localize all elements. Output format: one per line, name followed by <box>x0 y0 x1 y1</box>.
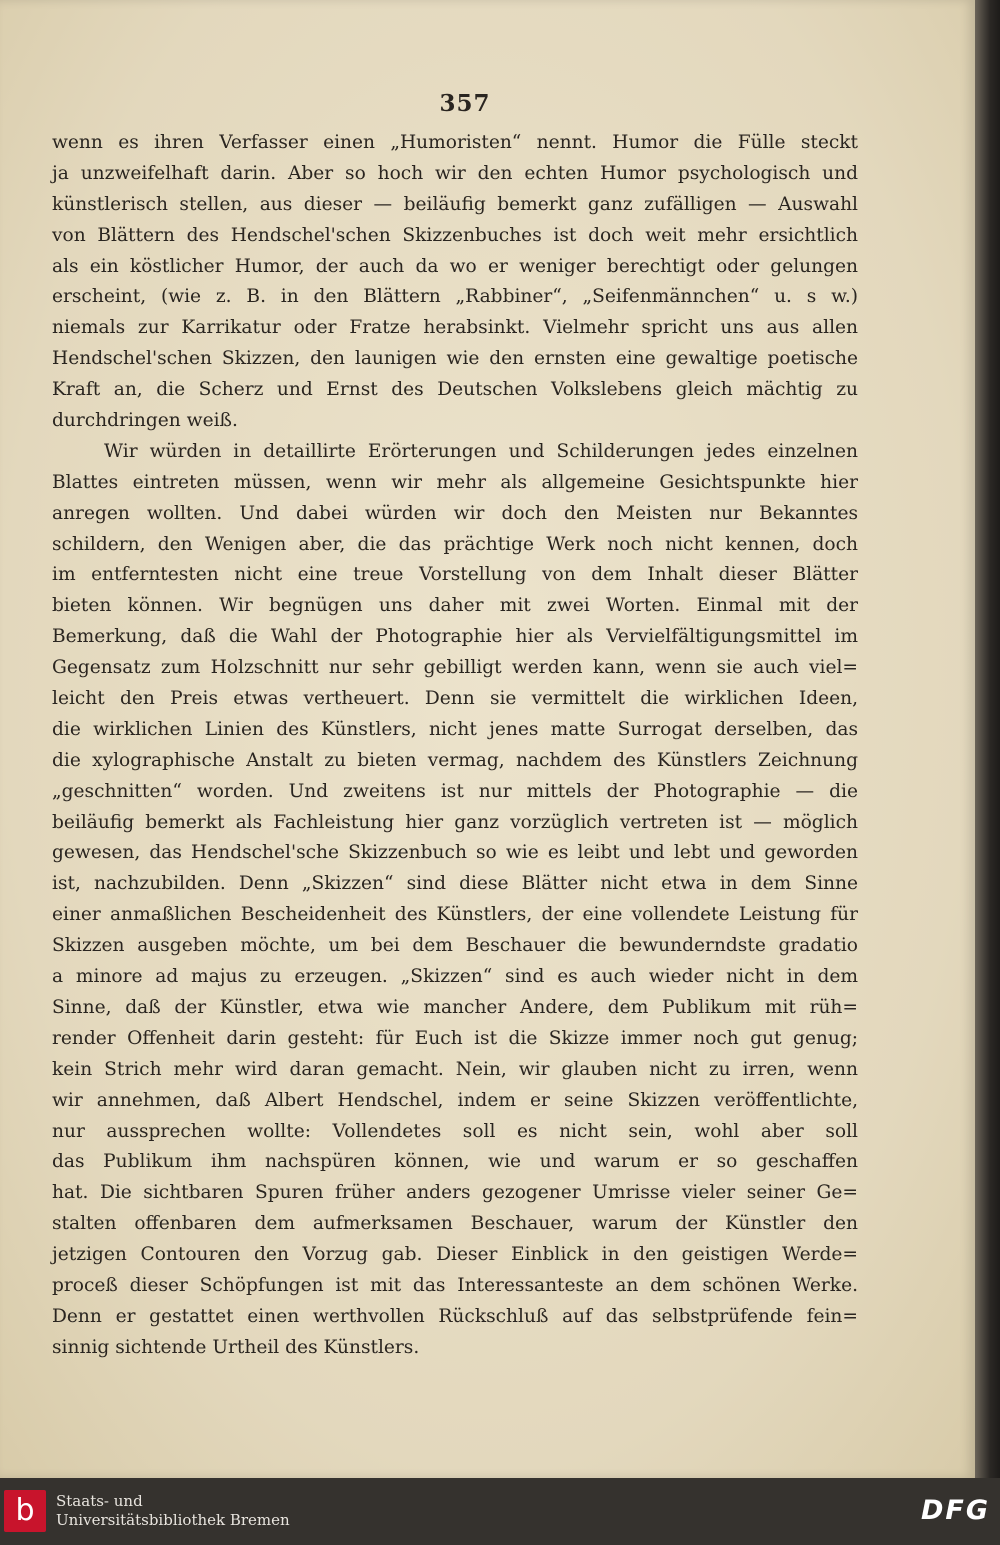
text-line: proceß dieser Schöpfungen ist mit das Interessanteste an dem schönen Werke. <box>52 1274 858 1296</box>
text-line: Skizzen ausgeben möchte, um bei dem Beschauer die bewunderndste gradatio <box>52 935 858 957</box>
text-line: stalten offenbaren dem aufmerksamen Beschauer, warum der Künstler den <box>52 1213 858 1235</box>
text-line: Hendschel'schen Skizzen, den launigen wie den ernsten eine gewaltige poetische <box>52 348 858 370</box>
text-line: leicht den Preis etwas vertheuert. Denn sie vermittelt die wirklichen Ideen, <box>52 688 858 710</box>
text-line: Kraft an, die Scherz und Ernst des Deutschen Volkslebens gleich mächtig zu <box>52 379 858 401</box>
text-line: Sinne, daß der Künstler, etwa wie mancher Andere, dem Publikum mit rüh= <box>52 996 858 1018</box>
text-line: von Blättern des Hendschel'schen Skizzenbuches ist doch weit mehr ersichtlich <box>52 224 858 246</box>
library-logo-letter: b <box>15 1493 35 1528</box>
text-line: ja unzweifelhaft darin. Aber so hoch wir den echten Humor psychologisch und <box>52 162 858 184</box>
text-line: a minore ad majus zu erzeugen. „Skizzen“ sind es auch wieder nicht in dem <box>52 966 858 988</box>
text-line: gewesen, das Hendschel'sche Skizzenbuch so wie es leibt und lebt und geworden <box>52 842 858 864</box>
text-line: wenn es ihren Verfasser einen „Humoristen“ nennt. Humor die Fülle steckt <box>52 132 858 153</box>
text-line: die wirklichen Linien des Künstlers, nicht jenes matte Surrogat derselben, das <box>52 718 858 740</box>
library-name-line: Staats- und <box>56 1492 143 1510</box>
text-line: bieten können. Wir begnügen uns daher mit zwei Worten. Einmal mit der <box>52 595 858 617</box>
text-line: Bemerkung, daß die Wahl der Photographie hier als Vervielfältigungsmittel im <box>52 626 858 648</box>
library-logo-icon[interactable] <box>4 1490 46 1532</box>
text-line: niemals zur Karrikatur oder Fratze herabsinkt. Vielmehr spricht uns aus allen <box>52 317 858 339</box>
text-line: ist, nachzubilden. Denn „Skizzen“ sind diese Blätter nicht etwa in dem Sinne <box>52 873 858 895</box>
text-line: künstlerisch stellen, aus dieser — beiläufig bemerkt ganz zufälligen — Auswahl <box>52 193 858 215</box>
text-line: kein Strich mehr wird daran gemacht. Nein, wir glauben nicht zu irren, wenn <box>52 1058 858 1080</box>
text-line: jetzigen Contouren den Vorzug gab. Dieser Einblick in den geistigen Werde= <box>52 1244 858 1266</box>
text-line: als ein köstlicher Humor, der auch da wo er weniger berechtigt oder gelungen <box>52 255 858 277</box>
text-line: wir annehmen, daß Albert Hendschel, indem er seine Skizzen veröffentlichte, <box>52 1089 858 1111</box>
text-line: Blattes eintreten müssen, wenn wir mehr als allgemeine Gesichtspunkte hier <box>52 471 858 493</box>
text-line: Gegensatz zum Holzschnitt nur sehr gebilligt werden kann, wenn sie auch viel= <box>52 657 858 679</box>
text-line: beiläufig bemerkt als Fachleistung hier ganz vorzüglich vertreten ist — möglich <box>52 811 858 833</box>
text-line: Wir würden in detaillirte Erörterungen und Schilderungen jedes einzelnen <box>104 440 858 462</box>
text-line: einer anmaßlichen Bescheidenheit des Künstlers, der eine vollendete Leistung für <box>52 904 858 926</box>
viewer-footer <box>0 1478 1000 1545</box>
text-line: die xylographische Anstalt zu bieten vermag, nachdem des Künstlers Zeichnung <box>52 749 858 771</box>
text-line: durchdringen weiß. <box>52 410 238 432</box>
page-edge-shadow <box>975 0 1000 1478</box>
body-text <box>52 128 858 1364</box>
library-name-line: Universitätsbibliothek Bremen <box>56 1511 290 1529</box>
text-line: schildern, den Wenigen aber, die das prächtige Werk noch nicht kennen, doch <box>52 533 858 555</box>
text-line: render Offenheit darin gesteht: für Euch ist die Skizze immer noch gut genug; <box>52 1027 858 1049</box>
text-line: erscheint, (wie z. B. in den Blättern „Rabbiner“, „Seifenmännchen“ u. s w.) <box>52 286 858 308</box>
dfg-logo-icon[interactable]: DFG <box>920 1495 990 1526</box>
library-name[interactable] <box>56 1492 290 1530</box>
text-line: hat. Die sichtbaren Spuren früher anders gezogener Umrisse vieler seiner Ge= <box>52 1182 858 1204</box>
text-line: anregen wollten. Und dabei würden wir doch den Meisten nur Bekanntes <box>52 502 858 524</box>
text-line: sinnig sichtende Urtheil des Künstlers. <box>52 1336 420 1358</box>
text-line: nur aussprechen wollte: Vollendetes soll es nicht sein, wohl aber soll <box>52 1120 858 1142</box>
text-line: „geschnitten“ worden. Und zweitens ist nur mittels der Photographie — die <box>52 780 858 802</box>
page-number: 357 <box>439 90 491 117</box>
text-line: Denn er gestattet einen werthvollen Rückschluß auf das selbstprüfende fein= <box>52 1305 858 1327</box>
text-line: das Publikum ihm nachspüren können, wie und warum er so geschaffen <box>52 1151 858 1173</box>
text-line: im entferntesten nicht eine treue Vorstellung von dem Inhalt dieser Blätter <box>52 564 858 586</box>
